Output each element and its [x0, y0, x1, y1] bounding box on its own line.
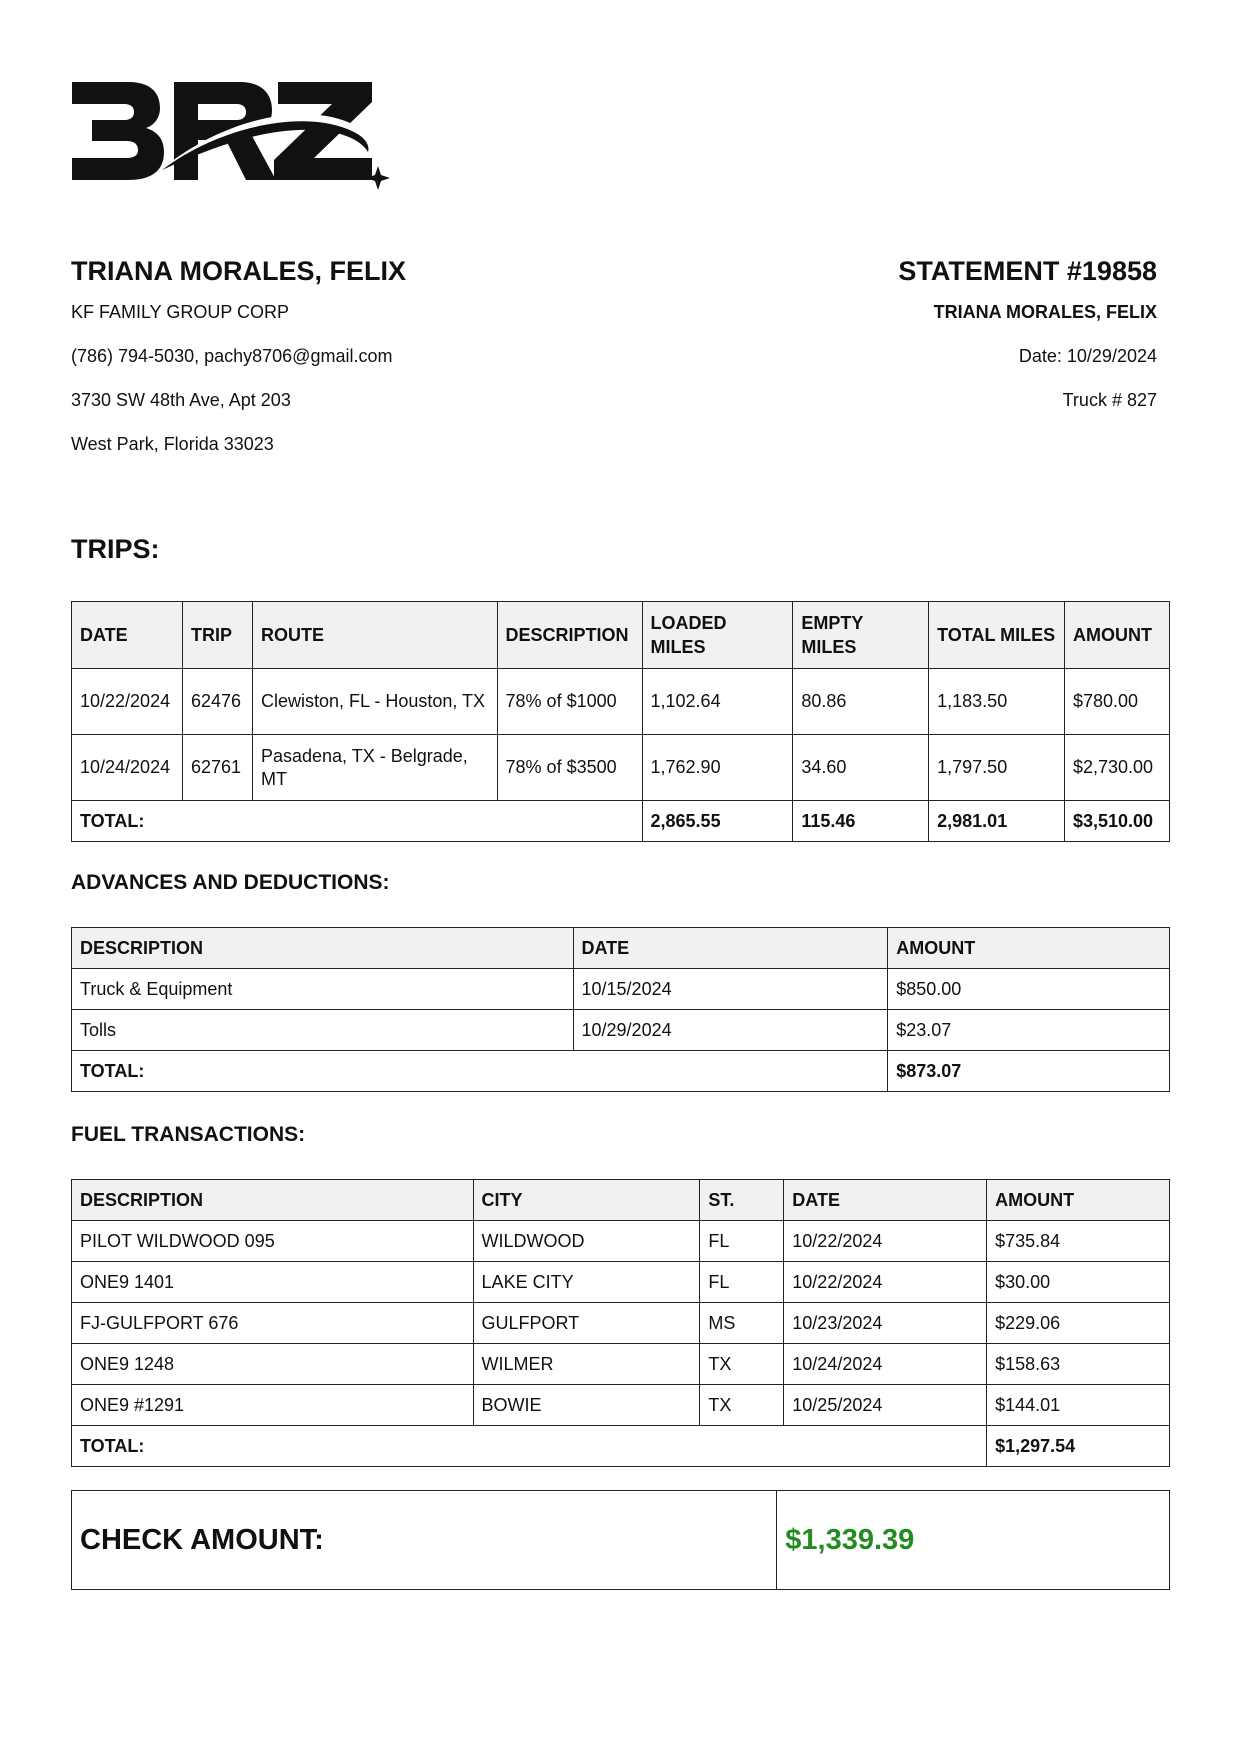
check-amount-row	[72, 1491, 1170, 1590]
table-cell: 78% of $3500	[497, 735, 642, 801]
statement-driver-name: TRIANA MORALES, FELIX	[933, 302, 1157, 322]
trips-heading: TRIPS:	[71, 534, 160, 564]
table-row	[72, 1385, 1170, 1426]
column-header: ROUTE	[252, 602, 497, 669]
column-header: DATE	[784, 1180, 987, 1221]
column-header: DATE	[573, 928, 888, 969]
table-cell: $229.06	[987, 1303, 1170, 1344]
company-name: KF FAMILY GROUP CORP	[71, 302, 290, 322]
statement-info	[637, 252, 1157, 422]
total-miles: 2,981.01	[929, 801, 1065, 842]
table-cell: 34.60	[793, 735, 929, 801]
table-cell: Tolls	[72, 1010, 574, 1051]
table-row	[72, 1221, 1170, 1262]
driver-name: TRIANA MORALES, FELIX	[71, 256, 406, 286]
table-cell: 1,102.64	[642, 669, 793, 735]
table-cell: 10/22/2024	[784, 1221, 987, 1262]
table-cell: FL	[700, 1262, 784, 1303]
column-header: AMOUNT	[888, 928, 1170, 969]
table-cell: TX	[700, 1344, 784, 1385]
logo-graphic	[70, 78, 390, 194]
table-cell: LAKE CITY	[473, 1262, 700, 1303]
deductions-table	[71, 927, 1170, 1092]
statement-title: STATEMENT #19858	[898, 256, 1157, 286]
total-row	[72, 1051, 1170, 1092]
table-row	[72, 969, 1170, 1010]
total-label: TOTAL:	[72, 801, 643, 842]
table-cell: 10/25/2024	[784, 1385, 987, 1426]
table-cell: 10/24/2024	[784, 1344, 987, 1385]
total-amount: $873.07	[888, 1051, 1170, 1092]
column-header: CITY	[473, 1180, 700, 1221]
driver-contact: (786) 794-5030, pachy8706@gmail.com	[71, 346, 393, 366]
table-cell: $780.00	[1064, 669, 1169, 735]
column-header: TRIP	[182, 602, 252, 669]
driver-address-line2: West Park, Florida 33023	[71, 434, 274, 454]
column-header: DESCRIPTION	[497, 602, 642, 669]
total-amount: $1,297.54	[987, 1426, 1170, 1467]
total-row	[72, 801, 1170, 842]
fuel-heading: FUEL TRANSACTIONS:	[71, 1123, 306, 1146]
table-cell: 62761	[182, 735, 252, 801]
column-header: DESCRIPTION	[72, 928, 574, 969]
table-header-row	[72, 602, 1170, 669]
table-cell: 10/15/2024	[573, 969, 888, 1010]
table-cell: Pasadena, TX - Belgrade, MT	[252, 735, 497, 801]
column-header: TOTAL MILES	[929, 602, 1065, 669]
table-cell: $2,730.00	[1064, 735, 1169, 801]
table-cell: ONE9 #1291	[72, 1385, 474, 1426]
table-cell: 1,797.50	[929, 735, 1065, 801]
table-header-row	[72, 1180, 1170, 1221]
total-loaded-miles: 2,865.55	[642, 801, 793, 842]
total-label: TOTAL:	[72, 1426, 987, 1467]
table-cell: 10/23/2024	[784, 1303, 987, 1344]
table-row	[72, 1010, 1170, 1051]
table-cell: 1,183.50	[929, 669, 1065, 735]
truck-number: Truck # 827	[1062, 390, 1157, 410]
column-header: AMOUNT	[987, 1180, 1170, 1221]
table-cell: BOWIE	[473, 1385, 700, 1426]
check-amount-value: $1,339.39	[777, 1491, 1170, 1590]
table-cell: PILOT WILDWOOD 095	[72, 1221, 474, 1262]
table-cell: Clewiston, FL - Houston, TX	[252, 669, 497, 735]
company-logo	[70, 78, 390, 194]
table-row	[72, 1303, 1170, 1344]
trips-table	[71, 601, 1170, 842]
table-cell: WILDWOOD	[473, 1221, 700, 1262]
table-cell: GULFPORT	[473, 1303, 700, 1344]
table-cell: 10/22/2024	[72, 669, 183, 735]
table-row	[72, 735, 1170, 801]
table-cell: TX	[700, 1385, 784, 1426]
fuel-table	[71, 1179, 1170, 1467]
table-cell: $144.01	[987, 1385, 1170, 1426]
driver-info	[71, 252, 591, 466]
table-cell: 1,762.90	[642, 735, 793, 801]
check-amount-label: CHECK AMOUNT:	[72, 1491, 777, 1590]
statement-date: Date: 10/29/2024	[1018, 346, 1157, 366]
check-amount-box	[71, 1490, 1170, 1590]
total-empty-miles: 115.46	[793, 801, 929, 842]
table-cell: $158.63	[987, 1344, 1170, 1385]
column-header: DESCRIPTION	[72, 1180, 474, 1221]
table-cell: MS	[700, 1303, 784, 1344]
table-cell: ONE9 1401	[72, 1262, 474, 1303]
table-cell: Truck & Equipment	[72, 969, 574, 1010]
driver-address-line1: 3730 SW 48th Ave, Apt 203	[71, 390, 291, 410]
table-cell: $30.00	[987, 1262, 1170, 1303]
column-header: LOADED MILES	[642, 602, 793, 669]
table-cell: $850.00	[888, 969, 1170, 1010]
total-label: TOTAL:	[72, 1051, 888, 1092]
table-cell: 80.86	[793, 669, 929, 735]
table-cell: 10/24/2024	[72, 735, 183, 801]
table-cell: 62476	[182, 669, 252, 735]
table-cell: WILMER	[473, 1344, 700, 1385]
table-cell: 10/29/2024	[573, 1010, 888, 1051]
table-cell: FL	[700, 1221, 784, 1262]
column-header: DATE	[72, 602, 183, 669]
total-amount: $3,510.00	[1064, 801, 1169, 842]
table-cell: 78% of $1000	[497, 669, 642, 735]
column-header: EMPTY MILES	[793, 602, 929, 669]
table-header-row	[72, 928, 1170, 969]
table-row	[72, 669, 1170, 735]
column-header: AMOUNT	[1064, 602, 1169, 669]
total-row	[72, 1426, 1170, 1467]
column-header: ST.	[700, 1180, 784, 1221]
deductions-heading: ADVANCES AND DEDUCTIONS:	[71, 871, 390, 894]
table-row	[72, 1262, 1170, 1303]
table-cell: $735.84	[987, 1221, 1170, 1262]
table-cell: ONE9 1248	[72, 1344, 474, 1385]
table-row	[72, 1344, 1170, 1385]
table-cell: 10/22/2024	[784, 1262, 987, 1303]
table-cell: FJ-GULFPORT 676	[72, 1303, 474, 1344]
table-cell: $23.07	[888, 1010, 1170, 1051]
